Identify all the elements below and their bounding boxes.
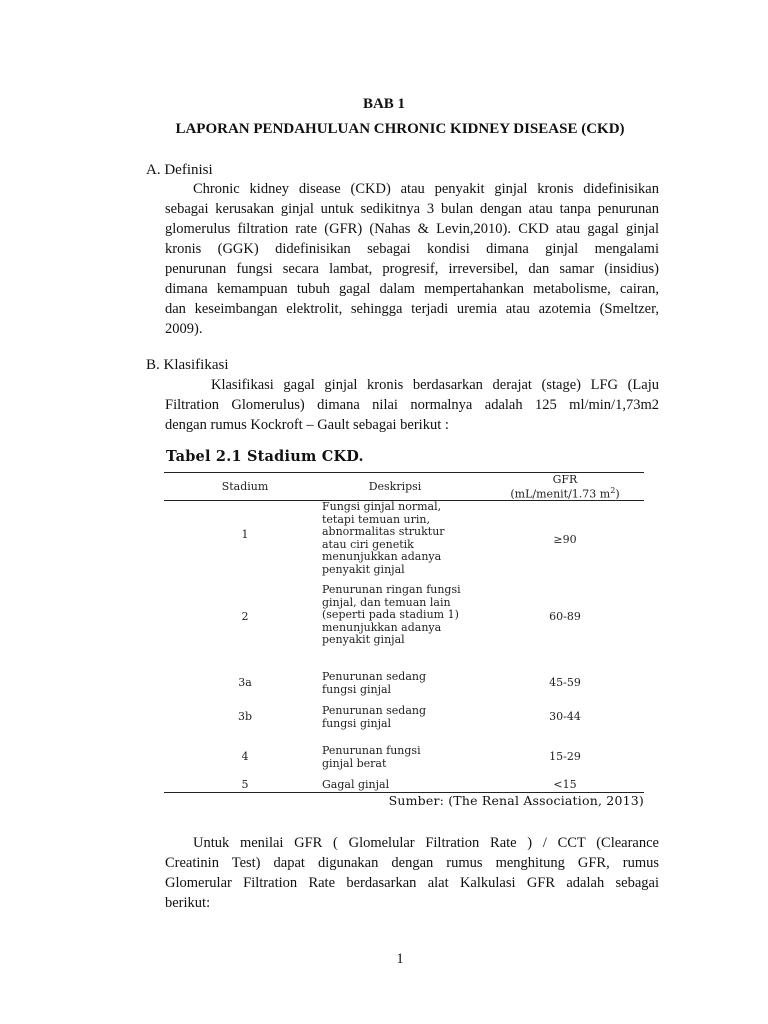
- row-description: Penurunan fungsi ginjal berat: [322, 744, 421, 770]
- definition-line: dan keseimbangan elektrolit, sehingga terjadi uremia atau azotemia (Smeltzer,: [165, 301, 659, 317]
- row-description: Penurunan sedang fungsi ginjal: [322, 670, 427, 696]
- closing-line: Creatinin Test) dapat digunakan dengan rumus menghitung GFR, rumus: [165, 855, 659, 871]
- row-stage: 3a: [238, 676, 252, 689]
- row-stage: 3b: [237, 710, 253, 723]
- row-stage: 4: [241, 750, 249, 763]
- classification-line: Filtration Glomerulus) dimana nilai normalnya adalah 125 ml/min/1,73m2: [165, 397, 659, 413]
- table-source: Sumber: (The Renal Association, 2013): [388, 793, 644, 808]
- row-gfr: 60-89: [549, 610, 581, 623]
- classification-line: Klasifikasi gagal ginjal kronis berdasarkan derajat (stage) LFG (Laju: [211, 377, 659, 393]
- chapter-title: LAPORAN PENDAHULUAN CHRONIC KIDNEY DISEASE (CKD): [175, 121, 625, 137]
- row-description: Penurunan sedang fungsi ginjal: [322, 704, 427, 730]
- table-title: Tabel 2.1 Stadium CKD.: [166, 448, 364, 465]
- closing-line: Glomerular Filtration Rate berdasarkan alat Kalkulasi GFR adalah sebagai: [165, 875, 659, 891]
- row-gfr: 15-29: [549, 750, 581, 763]
- row-description: Gagal ginjal: [322, 778, 390, 791]
- page-number: 1: [396, 951, 404, 967]
- definition-line: dimana kemampuan tubuh gagal dalam mempertahankan metabolisme, cairan,: [165, 281, 659, 297]
- header-gfr: GFR: [552, 473, 578, 486]
- definition-line: penurunan fungsi secara lambat, progresif, irreversibel, dan samar (insidius): [165, 261, 659, 277]
- closing-line: Untuk menilai GFR ( Glomelular Filtration Rate ) / CCT (Clearance: [193, 835, 659, 851]
- definition-line: sebagai kerusakan ginjal untuk sedikitnya 3 bulan dengan atau tanpa penurunan: [165, 201, 659, 217]
- row-description: Fungsi ginjal normal, tetapi temuan urin, abnormalitas struktur atau ciri genetik menunjukkan adanya penyakit ginjal: [322, 500, 445, 576]
- definition-line: kronis (GGK) didefinisikan sebagai kondisi dimana ginjal mengalami: [165, 241, 659, 257]
- section-b-heading: B. Klasifikasi: [146, 357, 229, 373]
- header-description: Deskripsi: [368, 480, 422, 493]
- classification-line: dengan rumus Kockroft – Gault sebagai berikut :: [165, 417, 449, 433]
- row-stage: 2: [241, 610, 249, 623]
- closing-line: berikut:: [165, 895, 211, 911]
- header-gfr-unit: (mL/menit/1.73 $m^2$): [510, 486, 620, 501]
- row-gfr: <15: [553, 778, 577, 791]
- definition-line: 2009).: [165, 321, 203, 337]
- header-stage: Stadium: [221, 480, 269, 493]
- row-stage: 5: [241, 778, 249, 791]
- row-gfr: 45-59: [549, 676, 581, 689]
- definition-line: Chronic kidney disease (CKD) atau penyakit ginjal kronis didefinisikan: [193, 181, 659, 197]
- chapter-label: BAB 1: [362, 96, 406, 112]
- row-gfr: ≥90: [553, 533, 577, 546]
- row-stage: 1: [241, 528, 249, 541]
- definition-line: glomerulus filtration rate (GFR) (Nahas & Levin,2010). CKD atau gagal ginjal: [165, 221, 659, 237]
- row-gfr: 30-44: [549, 710, 581, 723]
- row-description: Penurunan ringan fungsi ginjal, dan temuan lain (seperti pada stadium 1) menunjukkan adanya penyakit ginjal: [322, 583, 461, 647]
- section-a-heading: A. Definisi: [146, 162, 213, 178]
